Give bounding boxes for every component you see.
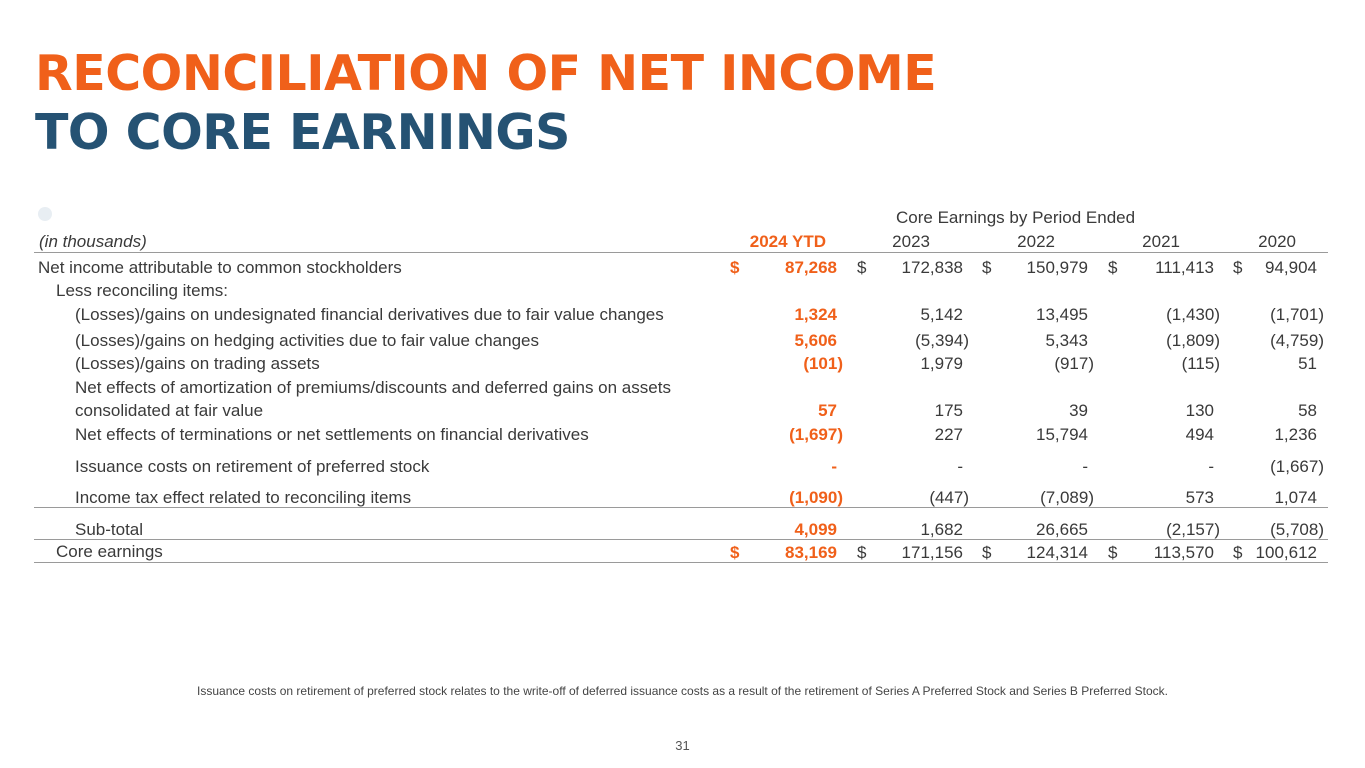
value-2023: (447) <box>929 488 969 507</box>
col-header-2022: 2022 <box>1017 232 1055 251</box>
row-label: Net income attributable to common stockholders <box>38 258 402 277</box>
row-label: Core earnings <box>56 542 163 561</box>
value-2021: (115) <box>1181 354 1220 373</box>
row-label-line-2: consolidated at fair value <box>75 401 264 420</box>
value-2024: (1,697) <box>789 425 843 444</box>
value-2020: 1,236 <box>1274 425 1317 444</box>
title-line-2: TO CORE EARNINGS <box>35 104 570 161</box>
value-2024: - <box>831 457 837 476</box>
value-2023: 5,142 <box>920 305 963 324</box>
group-header: Core Earnings by Period Ended <box>896 208 1136 227</box>
currency-symbol: $ <box>857 543 867 562</box>
value-2021: 111,413 <box>1155 258 1214 277</box>
value-2024: 83,169 <box>785 543 837 562</box>
currency-symbol: $ <box>982 543 992 562</box>
footnote: Issuance costs on retirement of preferred stock relates to the write-off of deferred issuance costs as a result of the retirement of Series A Preferred Stock and Series B Preferred Stock. <box>197 684 1168 698</box>
value-2020: (1,667) <box>1270 457 1324 476</box>
col-header-2020: 2020 <box>1258 232 1296 251</box>
col-header-2023: 2023 <box>892 232 930 251</box>
value-2022: (7,089) <box>1040 488 1094 507</box>
value-2021: - <box>1208 457 1214 476</box>
header-rule <box>34 252 1328 253</box>
value-2020: 94,904 <box>1265 258 1317 277</box>
value-2023: 172,838 <box>901 258 963 277</box>
value-2020: 51 <box>1298 354 1317 373</box>
value-2023: (5,394) <box>915 331 969 350</box>
row-label: Issuance costs on retirement of preferred stock <box>75 457 430 476</box>
value-2022: 26,665 <box>1036 520 1088 539</box>
value-2020: 58 <box>1298 401 1317 420</box>
value-2021: (2,157) <box>1166 520 1220 539</box>
value-2021: (1,809) <box>1166 331 1220 350</box>
currency-symbol: $ <box>730 258 740 277</box>
value-2024: 5,606 <box>794 331 837 350</box>
value-2023: 227 <box>934 425 963 444</box>
table-bottom-rule <box>34 562 1328 563</box>
value-2020: (5,708) <box>1270 520 1324 539</box>
value-2023: 175 <box>934 401 963 420</box>
value-2020: 100,612 <box>1255 543 1317 562</box>
value-2022: 15,794 <box>1036 425 1088 444</box>
value-2024: (1,090) <box>789 488 843 507</box>
value-2020: 1,074 <box>1274 488 1317 507</box>
row-label: (Losses)/gains on undesignated financial derivatives due to fair value changes <box>75 305 664 324</box>
value-2024: 4,099 <box>794 520 837 539</box>
value-2022: - <box>1082 457 1088 476</box>
decorative-dot-icon <box>38 207 52 221</box>
value-2024: 57 <box>818 401 837 420</box>
row-label: Less reconciling items: <box>56 281 228 300</box>
row-label: (Losses)/gains on hedging activities due to fair value changes <box>75 331 540 350</box>
row-label: Income tax effect related to reconciling items <box>75 488 412 507</box>
value-2021: 494 <box>1185 425 1214 444</box>
currency-symbol: $ <box>730 543 740 562</box>
value-2022: 5,343 <box>1045 331 1088 350</box>
page-number: 31 <box>675 738 690 753</box>
slide-title <box>35 44 936 162</box>
value-2021: 130 <box>1185 401 1214 420</box>
value-2020: (1,701) <box>1270 305 1324 324</box>
value-2022: 150,979 <box>1026 258 1088 277</box>
value-2023: 1,682 <box>920 520 963 539</box>
value-2023: 171,156 <box>901 543 963 562</box>
subtotal-rule <box>34 507 1328 508</box>
value-2024: 1,324 <box>794 305 837 324</box>
value-2021: 573 <box>1185 488 1214 507</box>
currency-symbol: $ <box>1108 258 1118 277</box>
col-header-2021: 2021 <box>1142 232 1180 251</box>
value-2021: (1,430) <box>1166 305 1220 324</box>
units-label: (in thousands) <box>39 232 147 251</box>
value-2023: 1,979 <box>920 354 963 373</box>
value-2023: - <box>957 457 963 476</box>
value-2022: (917) <box>1054 354 1094 373</box>
currency-symbol: $ <box>1108 543 1118 562</box>
value-2020: (4,759) <box>1270 331 1324 350</box>
row-label: Sub-total <box>75 520 144 539</box>
value-2022: 13,495 <box>1036 305 1088 324</box>
currency-symbol: $ <box>982 258 992 277</box>
currency-symbol: $ <box>857 258 867 277</box>
row-label-line-1: Net effects of amortization of premiums/discounts and deferred gains on assets <box>75 378 671 397</box>
currency-symbol: $ <box>1233 258 1243 277</box>
title-line-1: RECONCILIATION OF NET INCOME <box>35 45 937 102</box>
row-label: Net effects of terminations or net settlements on financial derivatives <box>75 425 589 444</box>
currency-symbol: $ <box>1233 543 1243 562</box>
value-2024: (101) <box>803 354 843 373</box>
value-2022: 39 <box>1069 401 1088 420</box>
row-label: (Losses)/gains on trading assets <box>75 354 320 373</box>
value-2024: 87,268 <box>785 258 837 277</box>
value-2021: 113,570 <box>1153 543 1214 562</box>
core-earnings-rule <box>34 539 1328 540</box>
col-header-2024: 2024 YTD <box>749 232 826 251</box>
value-2022: 124,314 <box>1026 543 1088 562</box>
